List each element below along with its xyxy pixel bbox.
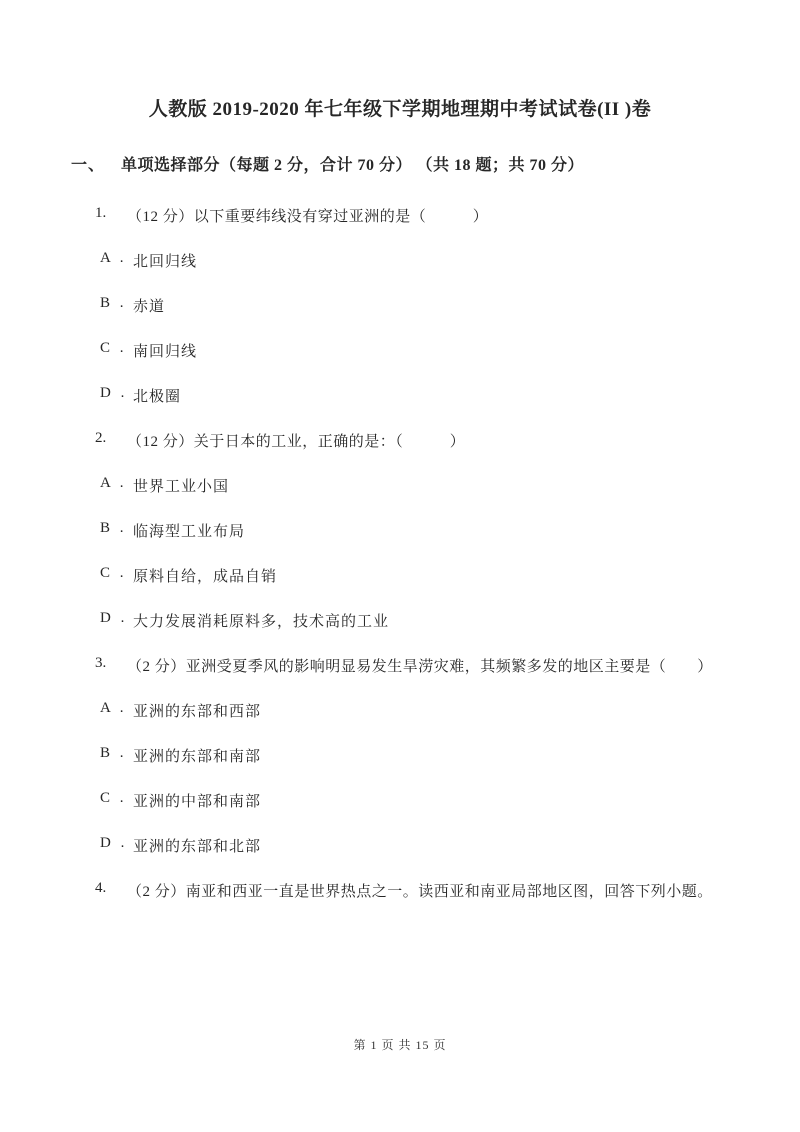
option-label: C . — [100, 340, 127, 356]
question-3-number: 3. — [95, 655, 107, 671]
option-label: C . — [100, 565, 127, 581]
option-label: A . — [100, 475, 127, 491]
question-2-option-c — [0, 565, 800, 585]
option-text: 原料自给，成品自销 — [133, 569, 278, 585]
question-3-text: （2 分）亚洲受夏季风的影响明显易发生旱涝灾难，其频繁多发的地区主要是（ ） — [127, 659, 713, 675]
option-label: B . — [100, 745, 127, 761]
question-1-option-a — [0, 250, 800, 270]
question-1-number: 1. — [95, 205, 107, 221]
question-2-text: （12 分）关于日本的工业，正确的是：（ ） — [127, 434, 466, 450]
option-label: D . — [100, 385, 128, 401]
option-text: 北极圈 — [133, 389, 182, 405]
option-text: 南回归线 — [133, 344, 198, 360]
question-4 — [0, 880, 800, 900]
option-label: A . — [100, 250, 127, 266]
option-label: D . — [100, 610, 128, 626]
question-1-text: （12 分）以下重要纬线没有穿过亚洲的是（ ） — [127, 209, 489, 225]
question-3 — [0, 655, 800, 675]
page-number-footer: 第 1 页 共 15 页 — [353, 1038, 447, 1052]
option-text: 北回归线 — [133, 254, 198, 270]
option-text: 临海型工业布局 — [133, 524, 246, 540]
option-label: B . — [100, 520, 127, 536]
option-label: C . — [100, 790, 127, 806]
question-2-option-d — [0, 610, 800, 630]
option-text: 世界工业小国 — [133, 479, 230, 495]
section-heading-text: 单项选择部分（每题 2 分，合计 70 分） （共 18 题；共 70 分） — [121, 157, 585, 174]
question-3-option-c — [0, 790, 800, 810]
question-1 — [0, 205, 800, 225]
option-label: D . — [100, 835, 128, 851]
question-3-option-d — [0, 835, 800, 855]
option-text: 赤道 — [133, 299, 166, 315]
option-text: 亚洲的中部和南部 — [133, 794, 262, 810]
question-1-option-d — [0, 385, 800, 405]
question-1-option-b — [0, 295, 800, 315]
question-2-option-b — [0, 520, 800, 540]
question-3-option-a — [0, 700, 800, 720]
question-2-number: 2. — [95, 430, 107, 446]
question-1-option-c — [0, 340, 800, 360]
question-4-text: （2 分）南亚和西亚一直是世界热点之一。读西亚和南亚局部地区图，回答下列小题。 — [127, 884, 713, 900]
option-text: 亚洲的东部和西部 — [133, 704, 262, 720]
question-3-option-b — [0, 745, 800, 765]
question-4-number: 4. — [95, 880, 107, 896]
document-title: 人教版 2019-2020 年七年级下学期地理期中考试试卷(II )卷 — [148, 99, 652, 120]
option-text: 亚洲的东部和北部 — [133, 839, 262, 855]
option-text: 亚洲的东部和南部 — [133, 749, 262, 765]
option-label: B . — [100, 295, 127, 311]
question-2-option-a — [0, 475, 800, 495]
section-number: 一、 — [71, 157, 106, 174]
option-text: 大力发展消耗原料多，技术高的工业 — [133, 614, 390, 630]
section-heading — [0, 152, 800, 174]
option-label: A . — [100, 700, 127, 716]
question-2 — [0, 430, 800, 450]
